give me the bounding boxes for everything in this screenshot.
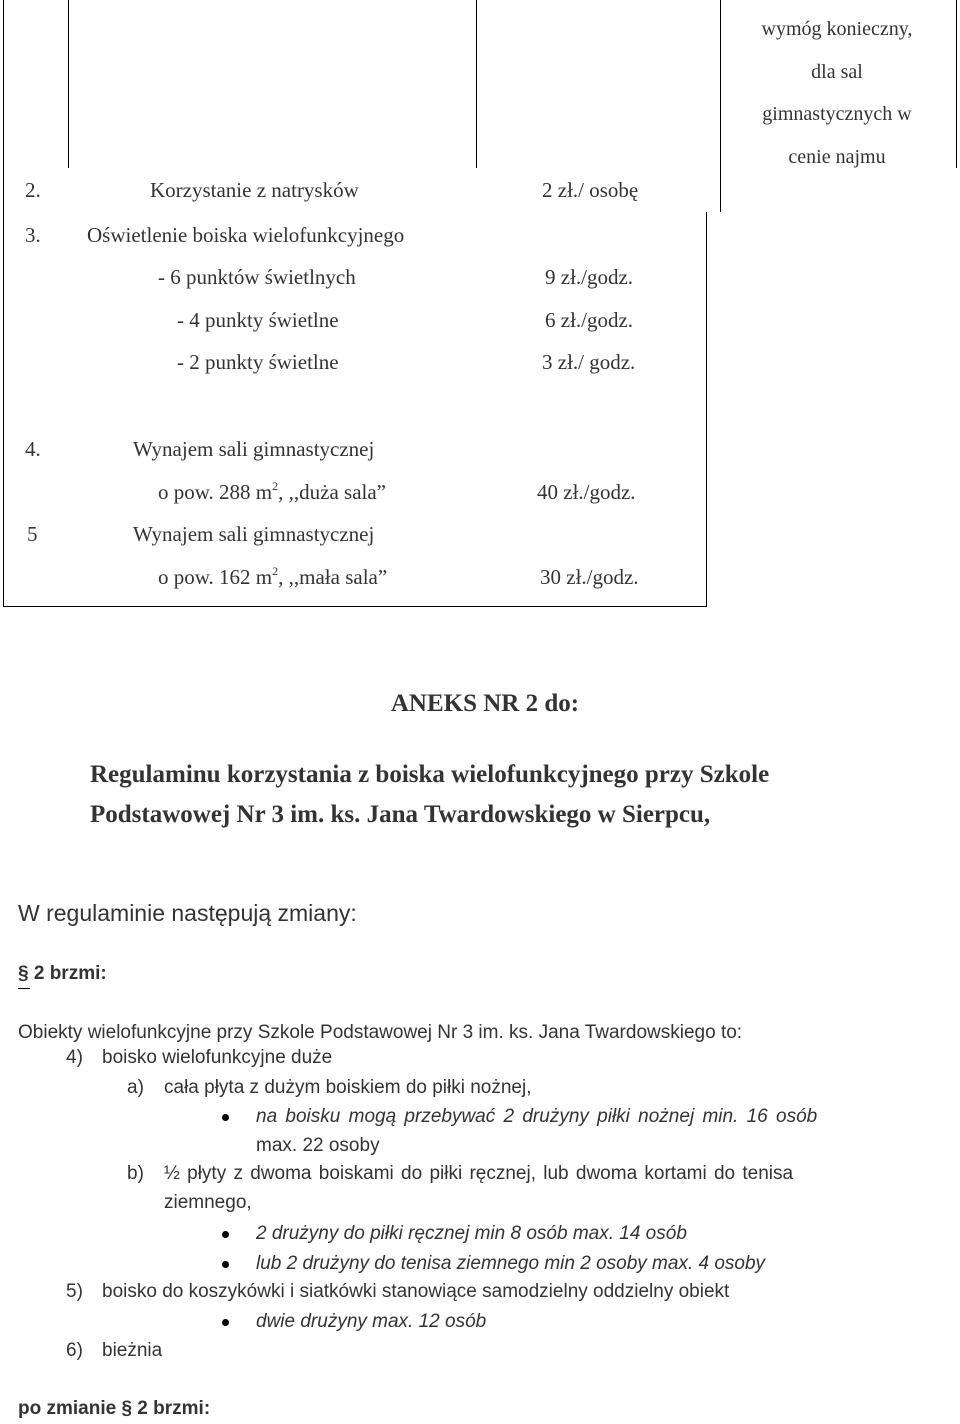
section-underline <box>18 988 30 989</box>
table-border-bottom <box>3 606 707 607</box>
section-heading <box>18 963 107 985</box>
table-border-col1 <box>68 0 69 168</box>
changes-intro: W regulaminie następują zmiany: <box>18 900 357 926</box>
hall-area-sup: 2 <box>272 564 279 578</box>
row-number: 5 <box>27 522 38 546</box>
hall-area-text: o pow. 288 m <box>158 480 273 504</box>
table-border-left <box>3 0 4 606</box>
list-item: cała płyta z dużym boiskiem do piłki nożnej, <box>164 1077 532 1098</box>
bullet-item-continued: max. 22 osoby <box>256 1135 380 1156</box>
hall-price: 40 zł./godz. <box>537 480 636 504</box>
list-number: 4) <box>66 1047 83 1068</box>
bullet-item: na boisku mogą przebywać 2 drużyny piłki nożnej min. 16 osób <box>256 1106 818 1127</box>
lighting-price: 3 zł./ godz. <box>542 350 636 374</box>
lighting-label: - 4 punkty świetlne <box>177 308 339 332</box>
bullet-icon <box>222 1261 229 1268</box>
row-price: 2 zł./ osobę <box>542 178 639 202</box>
list-number: 5) <box>66 1281 83 1302</box>
objects-intro: Obiekty wielofunkcyjne przy Szkole Podstawowej Nr 3 im. ks. Jana Twardowskiego to: <box>18 1022 743 1043</box>
table-border-right <box>956 0 957 168</box>
hall-area <box>158 480 386 505</box>
hall-title: Wynajem sali gimnastycznej <box>133 437 375 461</box>
list-item: boisko wielofunkcyjne duże <box>102 1047 333 1068</box>
lighting-price: 9 zł./godz. <box>545 265 634 289</box>
lighting-label: - 6 punktów świetlnych <box>158 265 356 289</box>
bullet-item: lub 2 drużyny do tenisa ziemnego min 2 osoby max. 4 osoby <box>256 1253 766 1274</box>
annex-subtitle: Podstawowej Nr 3 im. ks. Jana Twardowskiego w Sierpcu, <box>90 801 711 828</box>
hall-title: Wynajem sali gimnastycznej <box>133 522 375 546</box>
lighting-price: 6 zł./godz. <box>545 308 634 332</box>
hall-area-name: , ,,duża sala” <box>278 480 387 504</box>
list-item: boisko do koszykówki i siatkówki stanowiące samodzielny oddzielny obiekt <box>102 1281 730 1302</box>
row-number: 3. <box>25 223 41 247</box>
table-border-right-lower <box>706 212 707 606</box>
list-number: 6) <box>66 1340 83 1361</box>
section-heading-after: po zmianie § 2 brzmi: <box>18 1398 211 1419</box>
table-border-col3 <box>720 0 721 212</box>
list-item-continued: ziemnego, <box>164 1192 252 1213</box>
row-number: 2. <box>25 178 41 202</box>
bullet-icon <box>222 1231 229 1238</box>
requirement-note-line: cenie najmu <box>788 145 886 168</box>
list-number: a) <box>127 1077 144 1098</box>
bullet-icon <box>222 1319 229 1326</box>
hall-area-sup: 2 <box>272 479 279 493</box>
section-heading-text: § 2 brzmi: <box>18 963 107 984</box>
list-number: b) <box>127 1163 144 1184</box>
requirement-note-line: dla sal <box>811 60 863 83</box>
row-label: Korzystanie z natrysków <box>150 178 359 202</box>
row-label: Oświetlenie boiska wielofunkcyjnego <box>87 223 405 247</box>
bullet-item: 2 drużyny do piłki ręcznej min 8 osób max. 14 osób <box>256 1223 687 1244</box>
table-border-col2 <box>476 0 477 168</box>
annex-title: ANEKS NR 2 do: <box>390 690 580 717</box>
requirement-note-line: gimnastycznych w <box>762 103 912 125</box>
hall-price: 30 zł./godz. <box>540 565 639 589</box>
row-number: 4. <box>25 437 41 461</box>
requirement-note-line: wymóg konieczny, <box>761 18 913 40</box>
list-item: ½ płyty z dwoma boiskami do piłki ręcznej, lub dwoma kortami do tenisa <box>164 1163 794 1184</box>
hall-area-name: , ,,mała sala” <box>278 565 388 589</box>
requirement-note <box>722 8 952 178</box>
bullet-icon <box>222 1114 229 1121</box>
annex-subtitle: Regulaminu korzystania z boiska wielofunkcyjnego przy Szkole <box>90 761 770 788</box>
bullet-item: dwie drużyny max. 12 osób <box>256 1311 487 1332</box>
hall-area-text: o pow. 162 m <box>158 565 273 589</box>
hall-area <box>158 565 387 590</box>
lighting-label: - 2 punkty świetlne <box>177 350 339 374</box>
list-item: bieżnia <box>102 1340 163 1361</box>
